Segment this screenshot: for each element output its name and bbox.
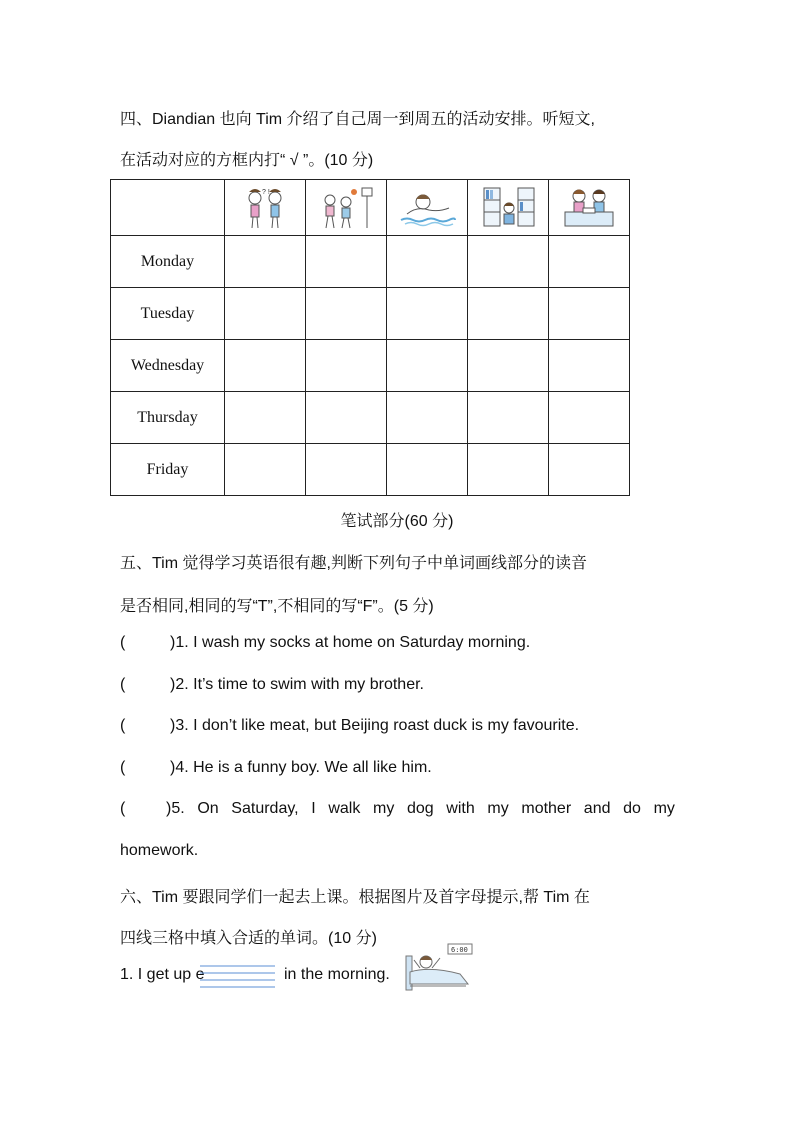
section6-instruction: 四线三格中填入合适的单词。(10 分) [120,930,377,947]
answer-box[interactable] [387,444,468,496]
written-part-heading: 笔试部分(60 分) [340,513,454,530]
question-word: )5. [166,800,185,817]
answer-box[interactable] [468,444,549,496]
question-item-3 [120,717,579,735]
answer-blank[interactable]: ( [120,634,126,651]
answer-box[interactable] [387,392,468,444]
section6-title: 六、Tim 要跟同学们一起去上课。根据图片及首字母提示,帮 Tim 在 [120,889,590,906]
question-word: with [446,800,475,817]
four-line-grid[interactable] [200,964,275,990]
question-word: my [487,800,509,817]
answer-box[interactable] [225,236,306,288]
answer-box[interactable] [549,340,630,392]
table-header-row [111,180,630,236]
answer-box[interactable] [225,392,306,444]
answer-box[interactable] [549,236,630,288]
question-word: my [372,800,395,817]
activity-header-talking [225,180,306,236]
answer-box[interactable] [468,340,549,392]
question-text: )3. I don’t like meat, but Beijing roast duck is my favourite. [170,717,580,734]
answer-box[interactable] [468,288,549,340]
question-text-suffix: in the morning. [284,966,390,983]
answer-box[interactable] [549,392,630,444]
question-item-4 [120,759,432,777]
question-5-segment [120,800,185,818]
day-label: Tuesday [111,288,225,340]
answer-box[interactable] [225,340,306,392]
question-word: mother [521,800,572,817]
day-label: Thursday [111,392,225,444]
section5-title: 五、Tim 觉得学习英语很有趣,判断下列句子中单词画线部分的读音 [120,555,587,572]
question-word: Saturday, [231,800,299,817]
kids-talking-icon [235,184,295,232]
activity-header-library [468,180,549,236]
answer-blank[interactable]: ( [120,676,126,693]
fill-question-1 [120,966,205,984]
question-word: I [311,800,316,817]
table-row-monday [111,236,630,288]
question-item-2 [120,676,424,694]
activity-header-swimming [387,180,468,236]
question-item-1 [120,634,530,652]
day-label: Wednesday [111,340,225,392]
answer-box[interactable] [468,392,549,444]
answer-box[interactable] [468,236,549,288]
answer-box[interactable] [225,288,306,340]
activity-header-basketball [306,180,387,236]
answer-box[interactable] [306,236,387,288]
answer-box[interactable] [306,288,387,340]
question-word: and [583,800,611,817]
question-text: )2. It’s time to swim with my brother. [170,676,424,693]
swimming-icon [397,184,457,232]
question-text: )1. I wash my socks at home on Saturday morning. [170,634,531,651]
question-text: )4. He is a funny boy. We all like him. [170,759,432,776]
answer-blank[interactable]: ( [120,717,126,734]
table-row-wednesday [111,340,630,392]
answer-box[interactable] [306,392,387,444]
answer-box[interactable] [549,444,630,496]
section4-instruction: 在活动对应的方框内打“ √ ”。(10 分) [120,152,374,169]
waking-up-picture [402,942,474,994]
question-word: do [623,800,641,817]
table-corner-cell [111,180,225,236]
question-word: walk [328,800,361,817]
clock-time: 6:00 [451,946,468,954]
answer-box[interactable] [387,288,468,340]
question-word: On [197,800,219,817]
answer-box[interactable] [549,288,630,340]
section4-title: 四、Diandian 也向 Tim 介绍了自己周一到周五的活动安排。听短文, [120,111,596,128]
hint-letter: e [195,966,205,983]
svg-text:? !: ? ! [262,188,270,196]
table-row-thursday [111,392,630,444]
question-5-continuation: homework. [120,842,199,859]
table-row-friday [111,444,630,496]
section5-instruction: 是否相同,相同的写“T”,不相同的写“F”。(5 分) [120,598,434,615]
question-word: my [653,800,675,817]
question-text: 1. I get up [120,966,196,983]
day-label: Friday [111,444,225,496]
answer-blank[interactable]: ( [120,759,126,776]
answer-box[interactable] [387,236,468,288]
answer-blank[interactable]: ( [120,800,126,817]
answer-box[interactable] [306,340,387,392]
answer-box[interactable] [306,444,387,496]
day-label: Monday [111,236,225,288]
doing-homework-together-icon [559,184,619,232]
table-row-tuesday [111,288,630,340]
playing-basketball-icon [316,184,376,232]
schedule-table [110,179,630,496]
question-item-5 [120,800,675,818]
answer-box[interactable] [387,340,468,392]
reading-in-library-icon [478,184,538,232]
question-word: dog [406,800,434,817]
answer-box[interactable] [225,444,306,496]
activity-header-homework [549,180,630,236]
